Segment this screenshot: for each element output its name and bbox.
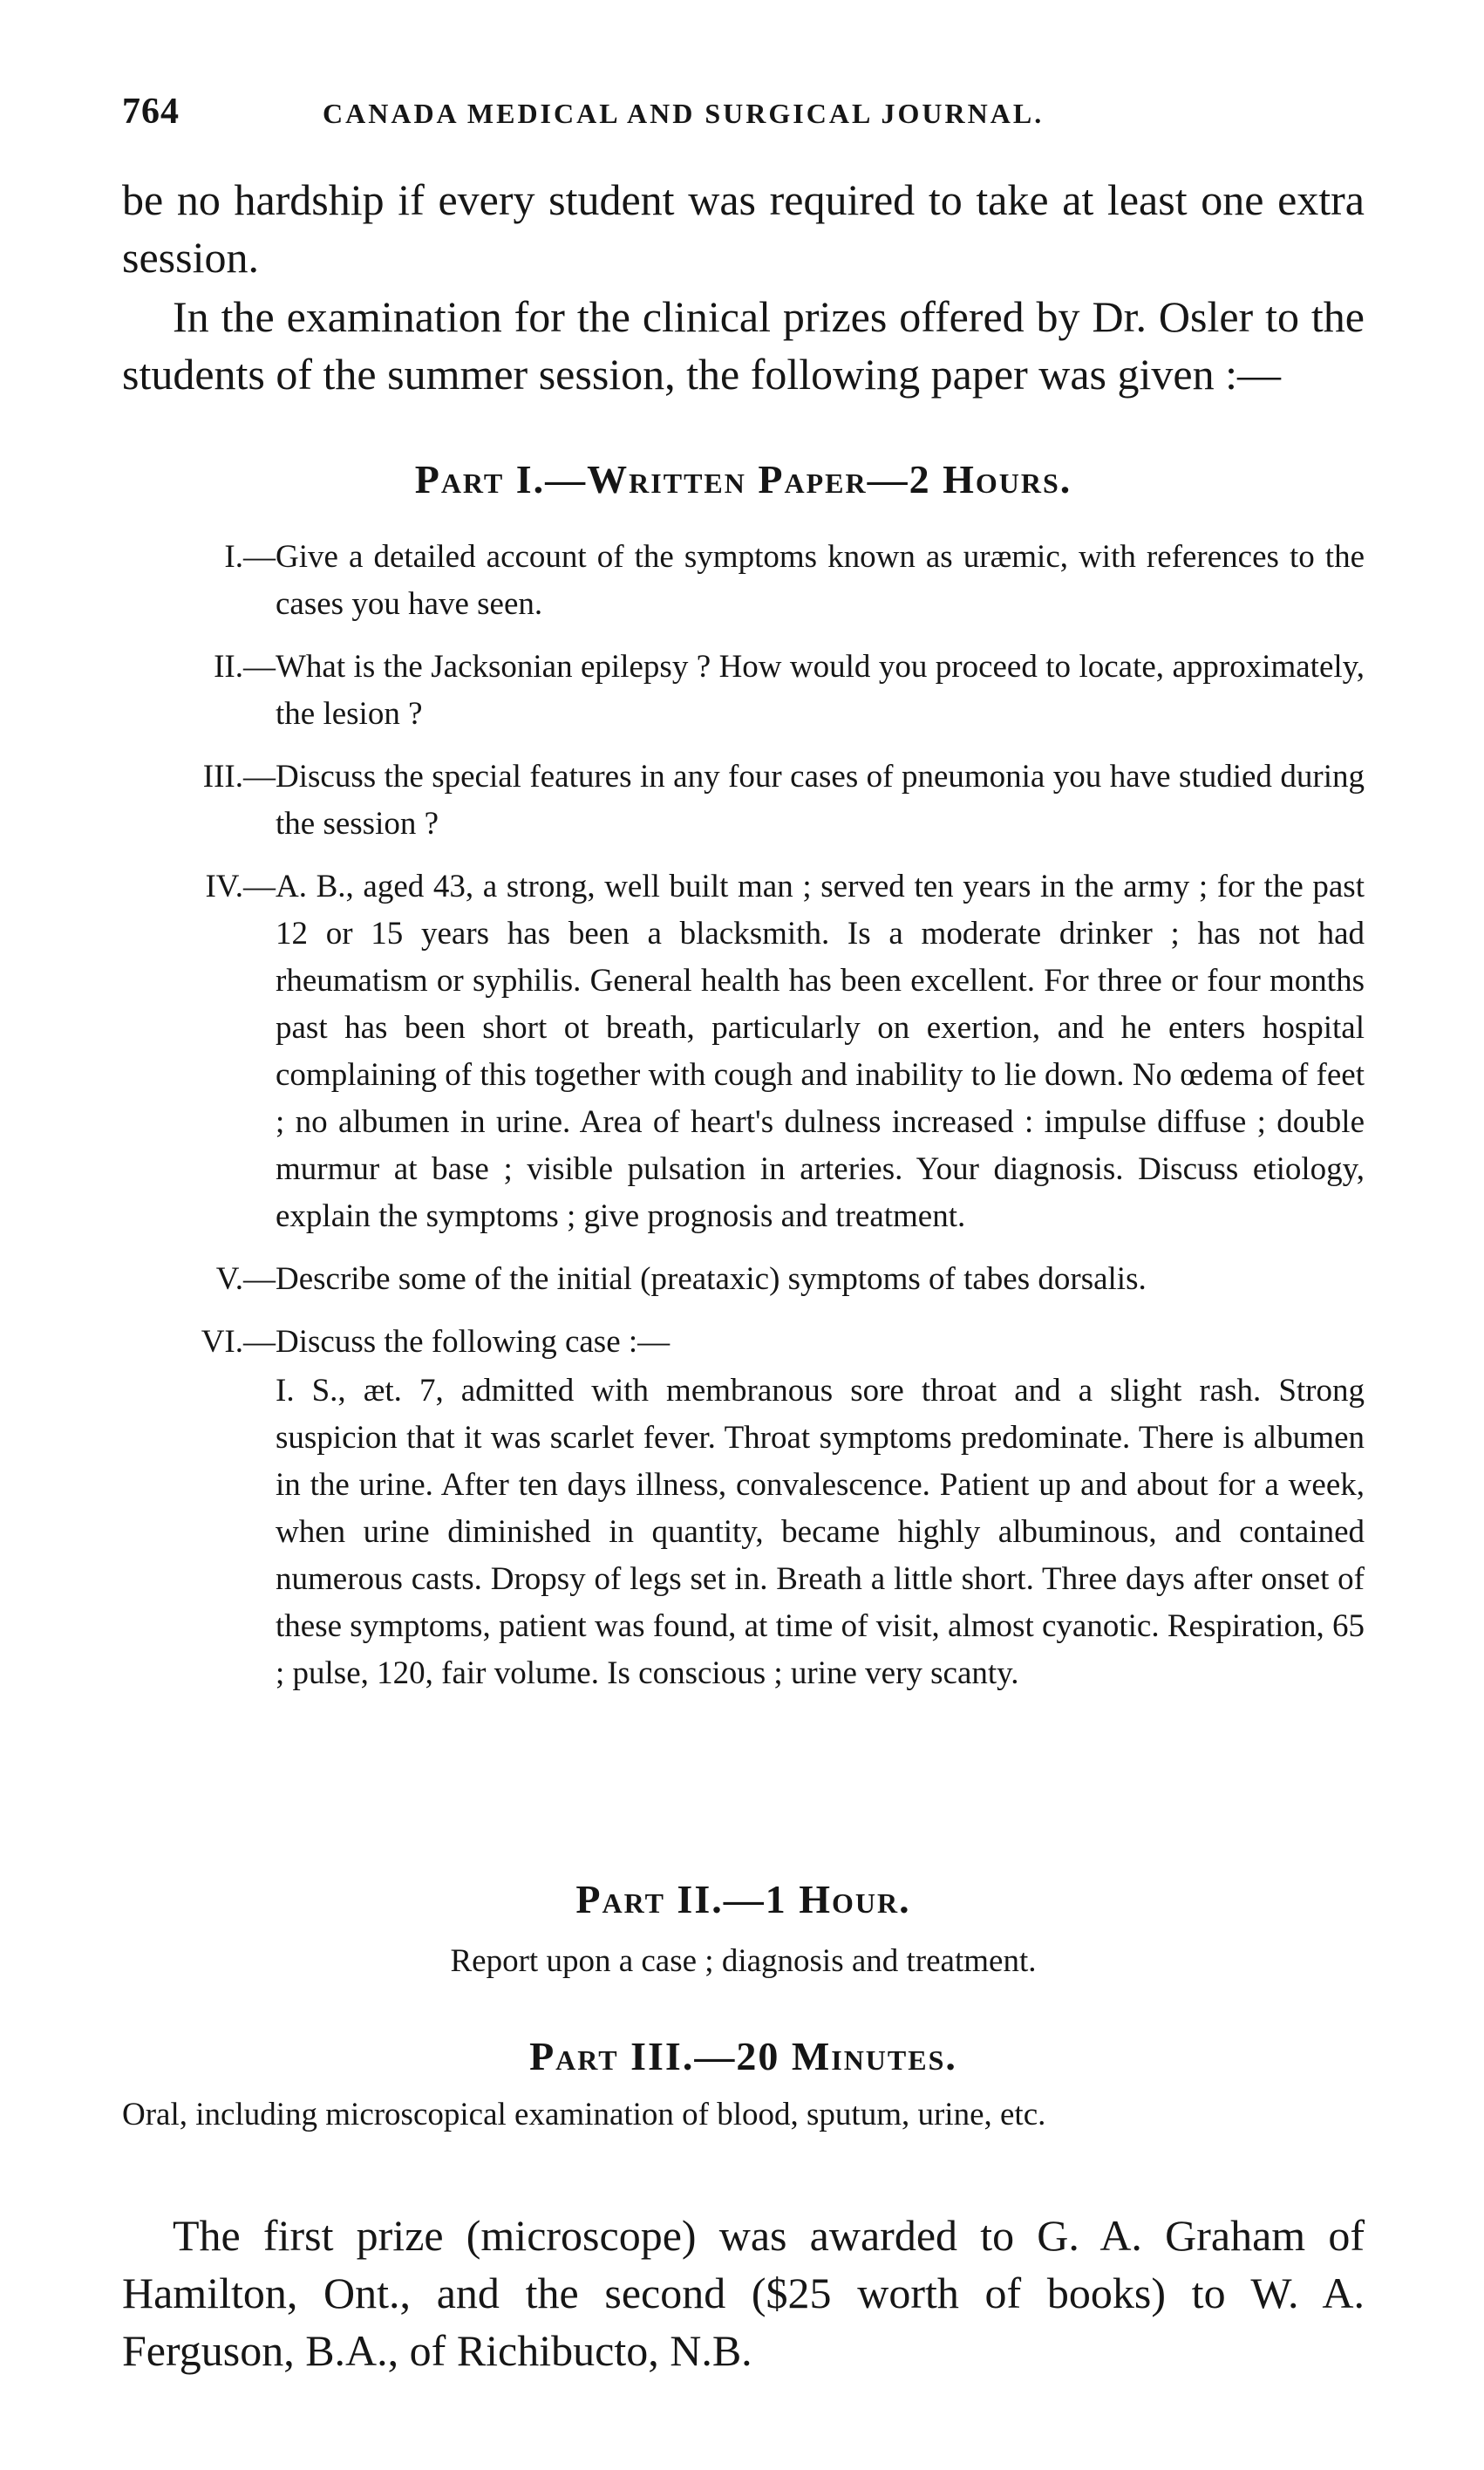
question-text: Give a detailed account of the symptoms known as uræmic, with references to the cases you have seen. [276, 539, 1365, 622]
question-text: A. B., aged 43, a strong, well built man ; served ten years in the army ; for the past 12 or 15 years has been a blacksmith. Is a moderate drinker ; has not had rheumatism or syphilis. General health has been excellent. For three or four months past has been short ot breath, particularly on exertion, and he enters hospital complaining of this together with cough and inability to lie down. No œdema of feet ; no albumen in urine. Area of heart's dulness increased : impulse diffuse ; double murmur at base ; visible pulsation in arteries. Your diagnosis. Discuss etiology, explain the symptoms ; give prognosis and treatment. [276, 869, 1365, 1234]
part-1-heading: Part I.—Written Paper—2 Hours. [414, 457, 1072, 502]
part-3-heading: Part III.—20 Minutes. [529, 2034, 957, 2078]
page-number: 764 [122, 92, 180, 132]
question-item [122, 754, 1365, 848]
question-list [122, 534, 1365, 1713]
part-2-heading: Part II.—1 Hour. [575, 1877, 911, 1921]
intro-paragraph-osler: In the examination for the clinical prizes offered by Dr. Osler to the students of the summer session, the following paper was given :— [122, 292, 1365, 399]
case-description: I. S., æt. 7, admitted with membranous sore throat and a slight rash. Strong suspicion that it was scarlet fever. Throat symptoms predominate. There is albumen in the urine. After ten days illness, convalescence. Patient up and about for a week, when urine diminished in quantity, became highly albuminous, and contained numerous casts. Dropsy of legs set in. Breath a little short. Three days after onset of these symptoms, patient was found, at time of visit, almost cyanotic. Respiration, 65 ; pulse, 120, fair volume. Is conscious ; urine very scanty. [276, 1373, 1365, 1691]
question-text: Discuss the special features in any four cases of pneumonia you have studied during the session ? [276, 759, 1365, 842]
closing-paragraph-prizes: The first prize (microscope) was awarded to G. A. Graham of Hamilton, Ont., and the second ($25 worth of books) to W. A. Ferguson, B.A., of Richibucto, N.B. [122, 2211, 1365, 2375]
question-item [122, 644, 1365, 738]
question-number: V.— [215, 1261, 276, 1297]
question-number: II.— [214, 649, 276, 685]
question-text: Discuss the following case :— [276, 1324, 671, 1360]
journal-title: CANADA MEDICAL AND SURGICAL JOURNAL. [323, 98, 1045, 129]
question-item [122, 1256, 1365, 1303]
question-item [122, 534, 1365, 628]
part-2-text: Report upon a case ; diagnosis and treatment. [450, 1943, 1037, 1979]
question-text: What is the Jacksonian epilepsy ? How would you proceed to locate, approximately, the lesion ? [276, 649, 1365, 732]
question-text: Describe some of the initial (preataxic) symptoms of tabes dorsalis. [276, 1261, 1147, 1297]
part-3-text: Oral, including microscopical examination of blood, sputum, urine, etc. [122, 2097, 1046, 2132]
running-header [122, 91, 1378, 143]
question-number: VI.— [201, 1324, 276, 1360]
question-number: I.— [224, 539, 276, 575]
intro-paragraph-continuation: be no hardship if every student was required to take at least one extra session. [122, 175, 1365, 282]
question-item [122, 863, 1365, 1240]
question-number: III.— [202, 759, 276, 795]
question-number: IV.— [205, 869, 276, 904]
question-item [122, 1319, 1365, 1697]
